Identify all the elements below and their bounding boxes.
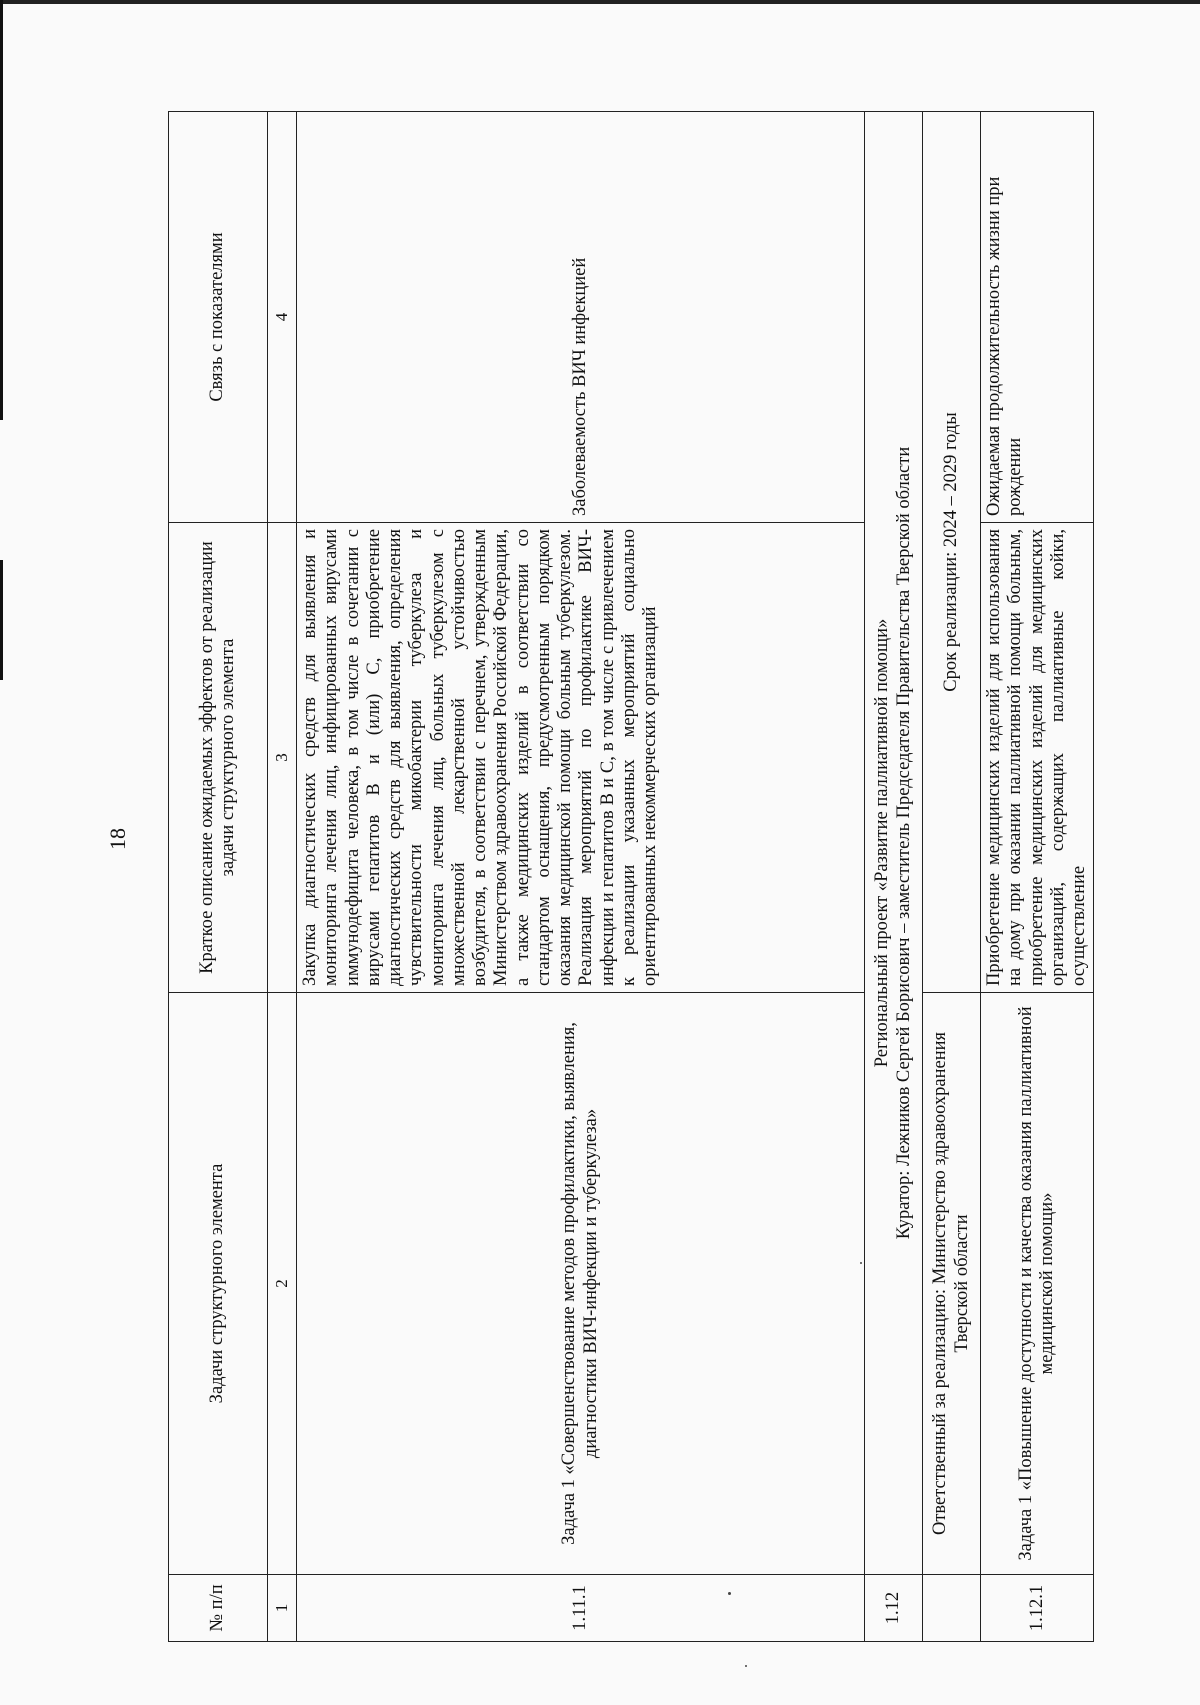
table-row-1-11-1 <box>297 112 865 1642</box>
indicator-cell: Заболеваемость ВИЧ инфекцией <box>297 112 865 523</box>
scan-edge-left-lower <box>0 560 3 680</box>
row-number: 1.11.1 <box>297 1575 865 1642</box>
scan-speck <box>860 1262 862 1264</box>
task-cell: Задача 1 «Повышение доступности и качества оказания паллиативной медицинской помощи» <box>981 993 1094 1575</box>
responsible-cell: Ответственный за реализацию: Министерство здравоохранения Тверской области <box>923 993 981 1575</box>
column-number-row <box>268 112 297 1642</box>
row-number: 1.12 <box>865 1575 923 1642</box>
task-cell: Задача 1 «Совершенствование методов профилактики, выявления, диагностики ВИЧ-инфекции и туберкулеза» <box>297 993 865 1575</box>
rotated-page-content <box>168 112 1113 1642</box>
project-name: Региональный проект «Развитие паллиативной помощи» <box>872 618 893 1068</box>
scan-edge-left <box>0 0 3 420</box>
column-number-2: 2 <box>268 993 297 1575</box>
header-description: Краткое описание ожидаемых эффектов от реализации задачи структурного элемента <box>169 523 268 993</box>
row-number: 1.12.1 <box>981 1575 1094 1642</box>
column-number-3: 3 <box>268 523 297 993</box>
scan-speck <box>728 1592 731 1595</box>
header-indicator: Связь с показателями <box>169 112 268 523</box>
description-cell: Закупка диагностических средств для выявления и мониторинга лечения лиц, инфицированных вирусами иммунодефицита человека, в том числе в сочетании с вирусами гепатитов В и (или) С, приобретение диагностических средств для выявления, определения чувствительности микобактерии туберкулеза и мониторинга лечения лиц, больных туберкулезом с множественной лекарственной устойчивостью возбудителя, в соответствии с перечнем, утвержденным Министерством здравоохранения Российской Федерации, а также медицинских изделий в соответствии со стандартом оснащения, предусмотренным порядком оказания медицинской помощи больным туберкулезом. Реализация мероприятий по профилактике ВИЧ-инфекции и гепатитов В и С, в том числе с привлечением к реализации указанных мероприятий социально ориентированных некоммерческих организаций <box>297 523 865 993</box>
project-curator: Куратор: Лежников Сергей Борисович – заместитель Председателя Правительства Тверской области <box>893 446 914 1240</box>
empty-cell <box>923 1575 981 1642</box>
structural-element-table <box>168 111 1094 1642</box>
scan-speck <box>745 1665 747 1667</box>
column-number-4: 4 <box>268 112 297 523</box>
header-row <box>169 112 268 1642</box>
description-cell: Приобретение медицинских изделий для использования на дому при оказании паллиативной помощи больным, приобретение медицинских изделий для медицинских организаций, содержащих паллиативные койки, осуществление <box>981 523 1094 993</box>
project-title-cell <box>865 112 923 1575</box>
table-row-responsible <box>923 112 981 1642</box>
table-row-1-12 <box>865 112 923 1642</box>
header-task: Задачи структурного элемента <box>169 993 268 1575</box>
page-number: 18 <box>105 828 130 850</box>
table-row-1-12-1 <box>981 112 1094 1642</box>
column-number-1: 1 <box>268 1575 297 1642</box>
term-cell: Срок реализации: 2024 – 2029 годы <box>923 112 981 993</box>
header-number: № п/п <box>169 1575 268 1642</box>
scan-edge-top <box>0 0 1200 4</box>
indicator-cell: Ожидаемая продолжительность жизни при рождении <box>981 112 1094 523</box>
